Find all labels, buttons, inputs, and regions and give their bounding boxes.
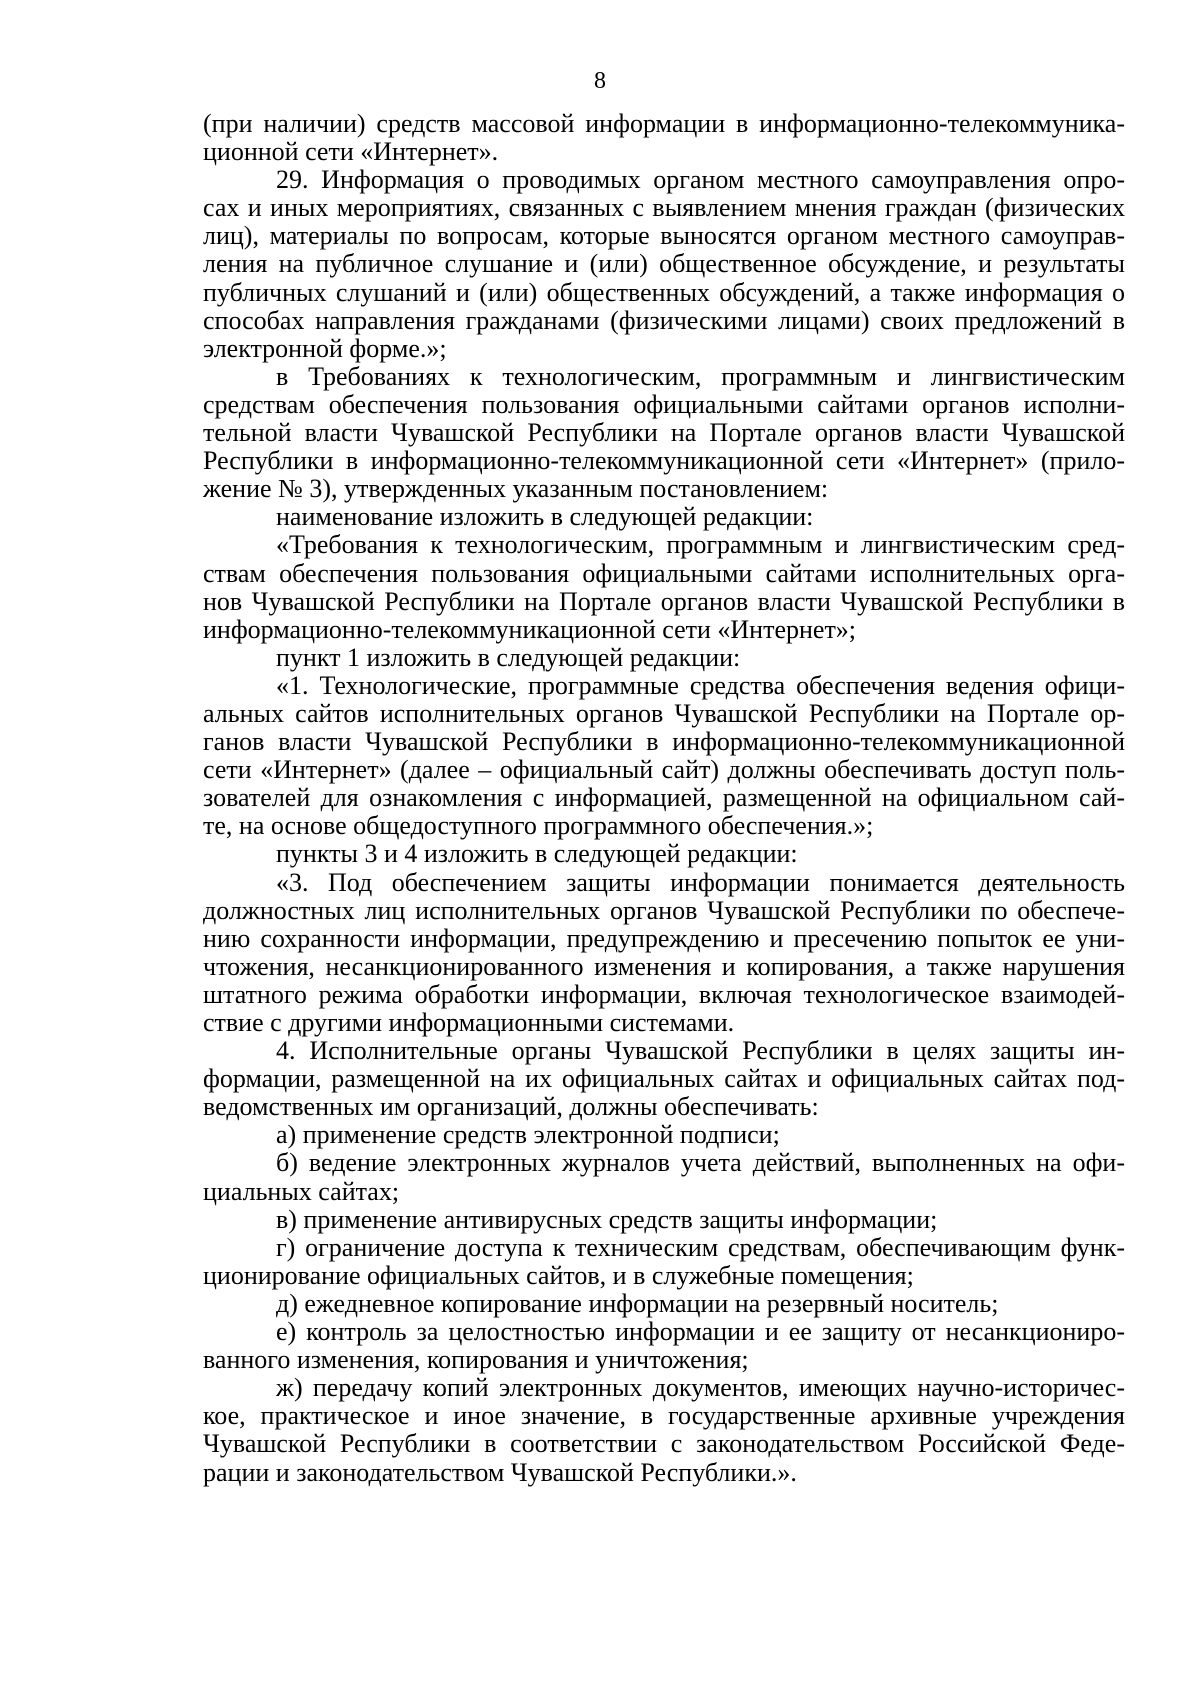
text-line: публичных слушаний и (или) общественных обсуждений, а также информация о bbox=[203, 277, 1125, 307]
text-line: формации, размещенной на их официальных сайтах и официальных сайтах под- bbox=[203, 1064, 1125, 1094]
text-line: тельной власти Чувашской Республики на Портале органов власти Чувашской bbox=[203, 418, 1125, 448]
page-number: 8 bbox=[594, 68, 606, 94]
text-line: Чувашской Республики в соответствии с законодательством Российской Феде- bbox=[203, 1429, 1125, 1459]
paragraph-first-line: «1. Технологические, программные средства обеспечения ведения офици- bbox=[276, 670, 1125, 700]
text-line: должностных лиц исполнительных органов Чувашской Республики по обеспече- bbox=[203, 895, 1125, 925]
text-line: средствам обеспечения пользования официальными сайтами органов исполни- bbox=[203, 389, 1125, 419]
text-line: способах направления гражданами (физическими лицами) своих предложений в bbox=[203, 305, 1125, 335]
paragraph-first-line: в Требованиях к технологическим, программным и лингвистическим bbox=[276, 361, 1125, 391]
text-line: ганов власти Чувашской Республики в информационно-телекоммуникационной bbox=[203, 727, 1125, 757]
text-line: Республики в информационно-телекоммуникационной сети «Интернет» (прило- bbox=[203, 446, 1125, 476]
paragraph-first-line: наименование изложить в следующей редакции: bbox=[276, 502, 814, 532]
paragraph-first-line: 29. Информация о проводимых органом местного самоуправления опро- bbox=[276, 165, 1125, 195]
text-line: циальных сайтах; bbox=[203, 1176, 400, 1206]
text-line: ления на публичное слушание и (или) общественное обсуждение, и результаты bbox=[203, 249, 1125, 279]
text-line: ванного изменения, копирования и уничтожения; bbox=[203, 1345, 749, 1375]
text-line: (при наличии) средств массовой информации в информационно-телекоммуника- bbox=[203, 109, 1125, 138]
text-line: сети «Интернет» (далее – официальный сайт) должны обеспечивать доступ поль- bbox=[203, 755, 1125, 785]
text-line: информационно-телекоммуникационной сети «Интернет»; bbox=[203, 614, 857, 644]
paragraph-first-line: в) применение антивирусных средств защиты информации; bbox=[276, 1204, 938, 1234]
document-body bbox=[203, 110, 1125, 1487]
text-line: чтожения, несанкционированного изменения и копирования, а также нарушения bbox=[203, 951, 1125, 981]
text-line: ведомственных им организаций, должны обеспечивать: bbox=[203, 1092, 819, 1122]
text-line: лиц), материалы по вопросам, которые выносятся органом местного самоуправ- bbox=[203, 221, 1125, 251]
text-line: жение № 3), утвержденных указанным постановлением: bbox=[203, 474, 829, 504]
paragraph-first-line: пункты 3 и 4 изложить в следующей редакции: bbox=[276, 839, 798, 869]
text-line: зователей для ознакомления с информацией, размещенной на официальном сай- bbox=[203, 783, 1125, 813]
text-line: нов Чувашской Республики на Портале органов власти Чувашской Республики в bbox=[203, 586, 1125, 616]
paragraph-first-line: б) ведение электронных журналов учета действий, выполненных на офи- bbox=[276, 1148, 1125, 1178]
paragraph-first-line: д) ежедневное копирование информации на резервный носитель; bbox=[276, 1288, 999, 1318]
text-line: рации и законодательством Чувашской Республики.». bbox=[203, 1457, 797, 1487]
paragraph-first-line: е) контроль за целостностью информации и ее защиту от несанкциониро- bbox=[276, 1317, 1125, 1347]
text-line: ствие с другими информационными системами. bbox=[203, 1008, 735, 1037]
paragraph-first-line: пункт 1 изложить в следующей редакции: bbox=[276, 642, 741, 672]
text-line: ствам обеспечения пользования официальными сайтами исполнительных орга- bbox=[203, 558, 1125, 588]
paragraph-first-line: ж) передачу копий электронных документов, имеющих научно-историчес- bbox=[276, 1373, 1125, 1403]
paragraph-first-line: г) ограничение доступа к техническим средствам, обеспечивающим функ- bbox=[276, 1232, 1125, 1262]
text-line: те, на основе общедоступного программного обеспечения.»; bbox=[203, 811, 874, 841]
text-line: ционирование официальных сайтов, и в служебные помещения; bbox=[203, 1260, 914, 1290]
paragraph-first-line: «3. Под обеспечением защиты информации понимается деятельность bbox=[276, 867, 1125, 897]
paragraph-first-line: 4. Исполнительные органы Чувашской Республики в целях защиты ин- bbox=[276, 1036, 1125, 1066]
text-line: ционной сети «Интернет». bbox=[203, 137, 499, 167]
text-line: штатного режима обработки информации, включая технологическое взаимодей- bbox=[203, 979, 1125, 1009]
paragraph-first-line: а) применение средств электронной подписи; bbox=[276, 1120, 780, 1150]
text-line: альных сайтов исполнительных органов Чувашской Республики на Портале ор- bbox=[203, 698, 1125, 728]
paragraph-first-line: «Требования к технологическим, программным и лингвистическим сред- bbox=[276, 530, 1125, 560]
text-line: нию сохранности информации, предупреждению и пресечению попыток ее уни- bbox=[203, 923, 1125, 953]
text-line: электронной форме.»; bbox=[203, 333, 447, 363]
text-line: сах и иных мероприятиях, связанных с выявлением мнения граждан (физических bbox=[203, 193, 1125, 223]
text-line: кое, практическое и иное значение, в государственные архивные учреждения bbox=[203, 1401, 1125, 1431]
